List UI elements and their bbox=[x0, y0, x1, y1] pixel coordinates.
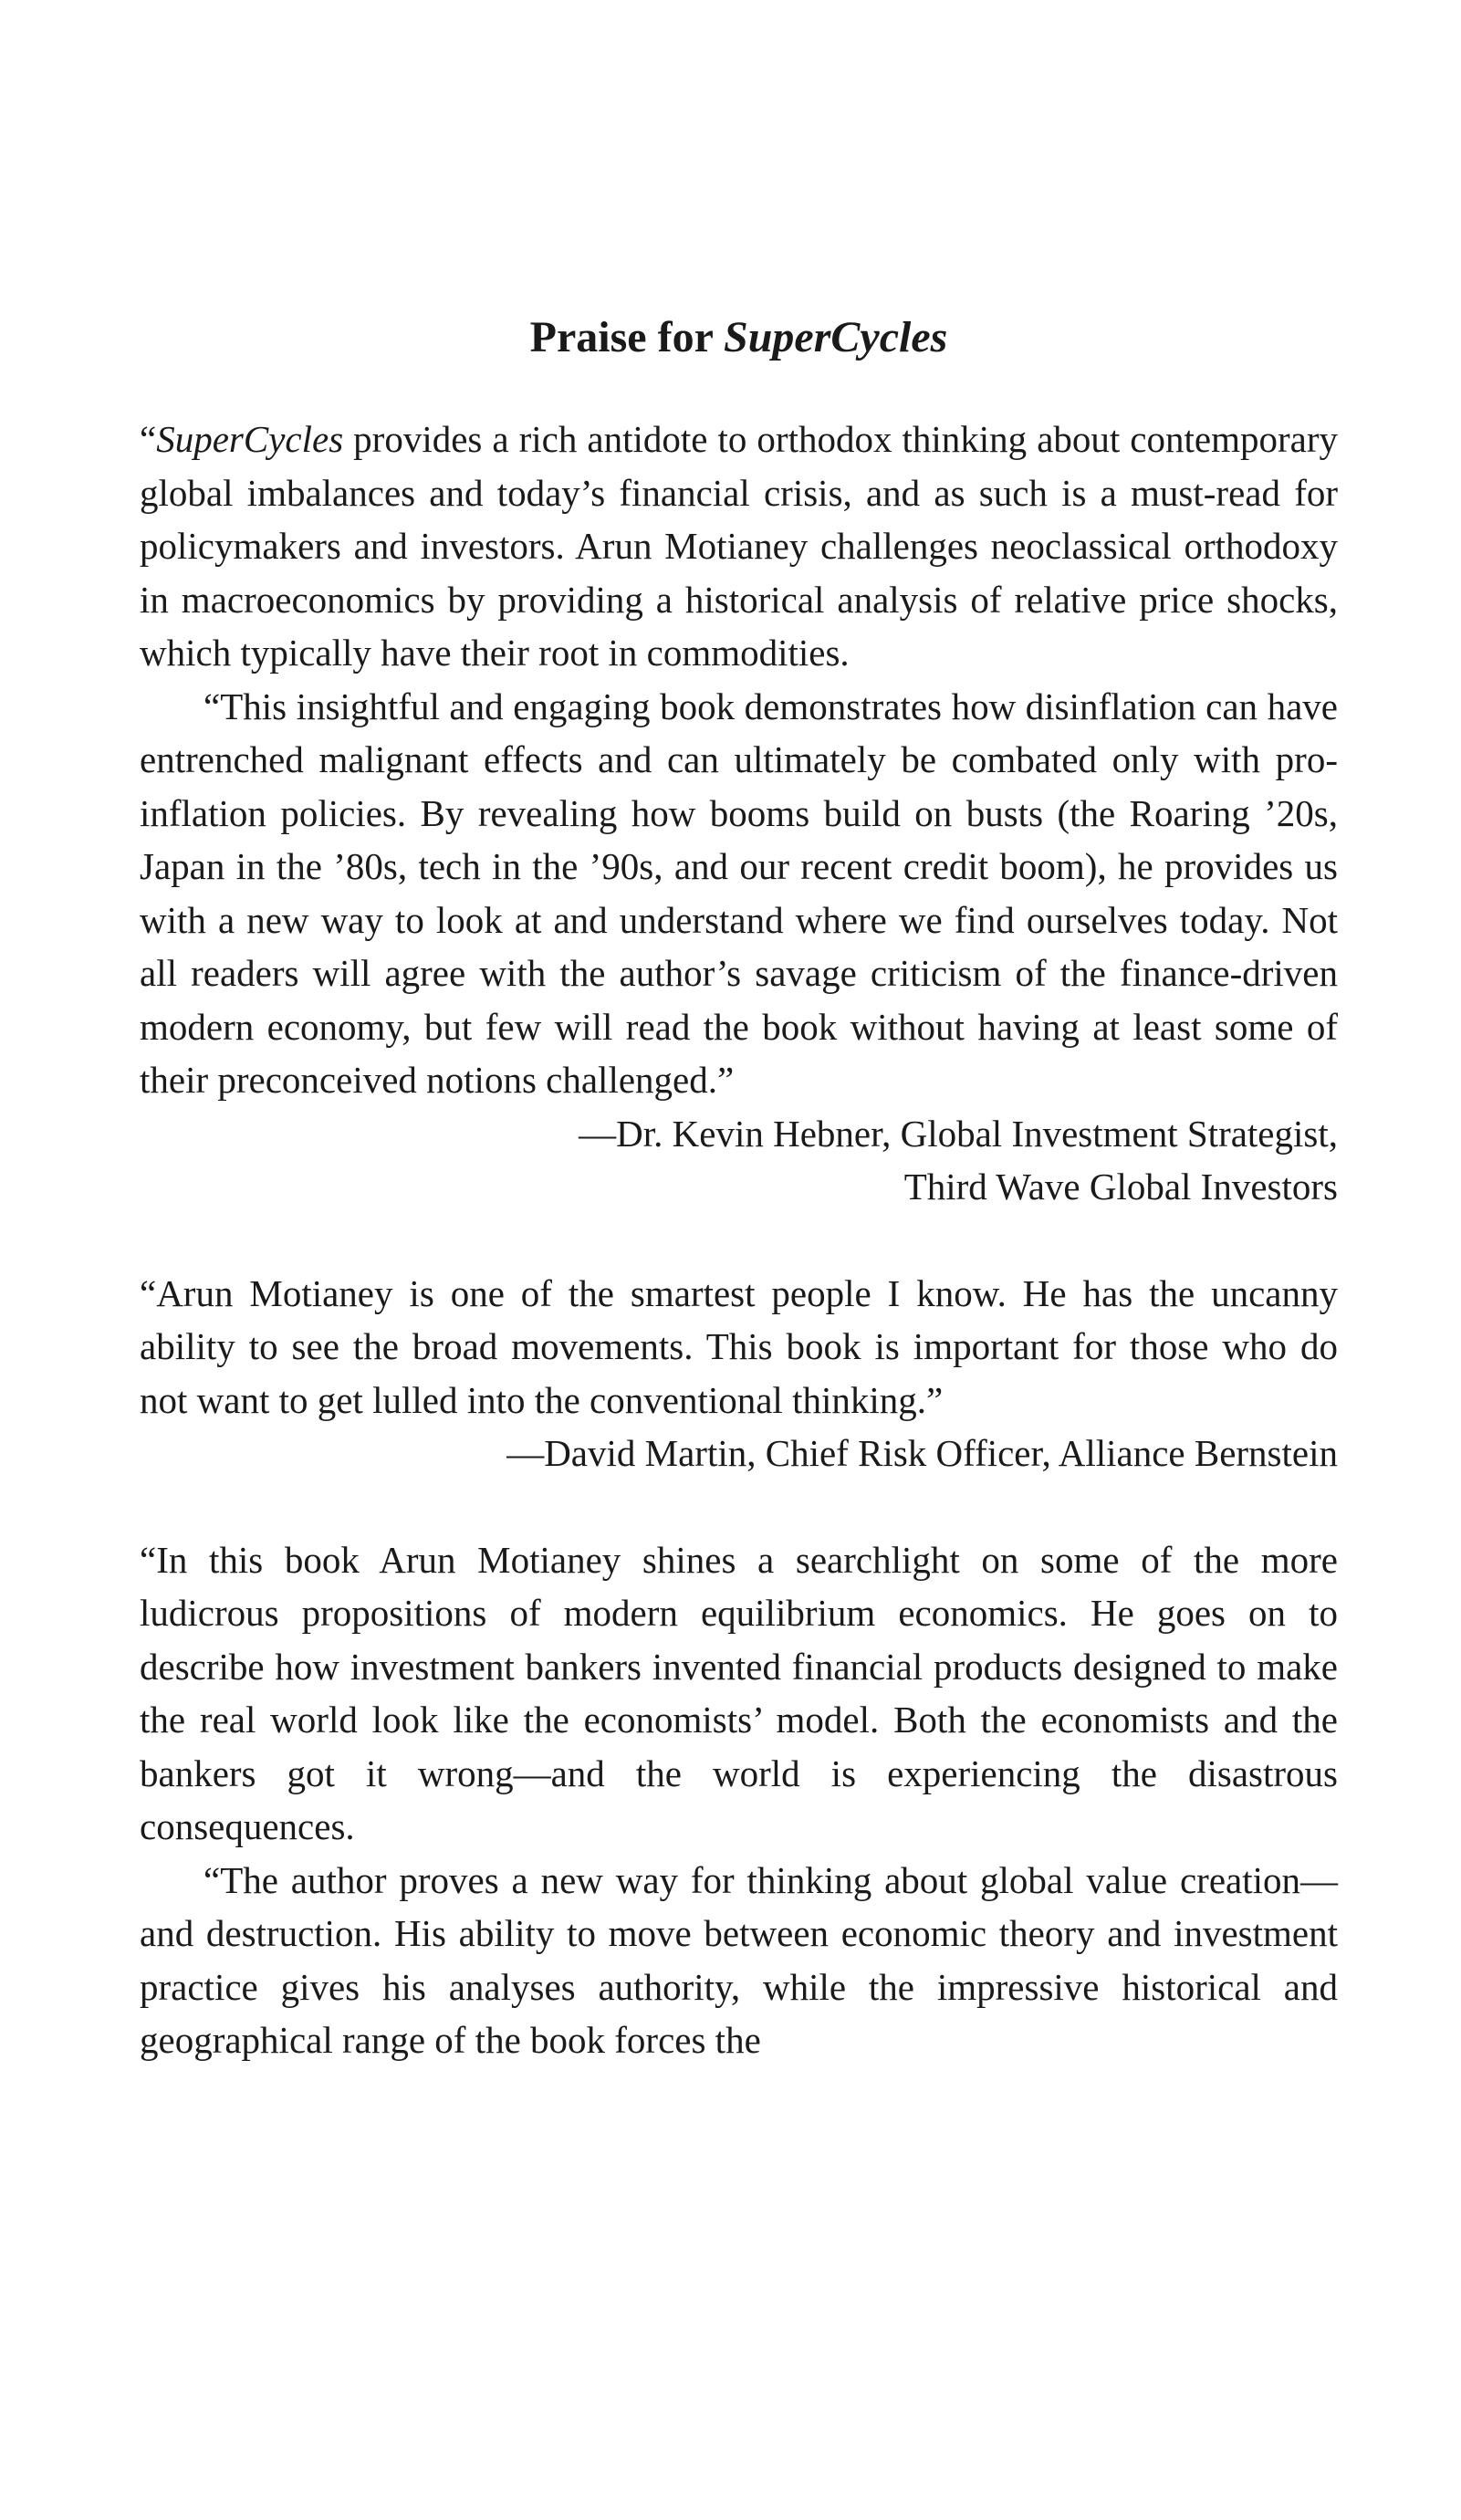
attribution: —Dr. Kevin Hebner, Global Investment Strategist, bbox=[579, 1112, 1338, 1155]
testimonial-third bbox=[140, 1533, 1338, 2067]
title-book-name: SuperCycles bbox=[724, 313, 948, 361]
testimonial-paragraph: “In this book Arun Motianey shines a searchlight on some of the more ludicrous propositions of modern equilibrium economics. He goes on to describe how investment bankers invented financial products designed to make the real world look like the economists’ model. Both the economists and the bankers got it wrong—and the world is experiencing the disastrous consequences. bbox=[140, 1538, 1338, 1847]
testimonial-paragraph: “This insightful and engaging book demonstrates how disinflation can have entrenched malignant effects and can ultimately be combated only with pro-inflation policies. By revealing how booms build on busts (the Roaring ’20s, Japan in the ’80s, tech in the ’90s, and our recent credit boom), he provides us with a new way to look at and understand where we find ourselves today. Not all readers will agree with the author’s savage criticism of the finance-driven modern economy, but few will read the book without having at least some of their preconceived notions challenged.” bbox=[140, 685, 1338, 1101]
testimonial-paragraph: “The author proves a new way for thinking about global value creation—and destruction. His ability to move between economic theory and investment practice gives his analyses authority, while the impressive historical and geographical range of the book forces the bbox=[140, 1858, 1338, 2061]
open-quote: “ bbox=[140, 418, 157, 460]
section-spacer bbox=[140, 1480, 1338, 1533]
paragraph-text: provides a rich antidote to orthodox thinking about contemporary global imbalances and today’s financial crisis, and as such is a must-read for policymakers and investors. Arun Motianey challenges neoclassical orthodoxy in macroeconomics by providing a historical analysis of relative price shocks, which typically have their root in commodities. bbox=[140, 418, 1338, 674]
title-prefix: Praise for bbox=[529, 313, 725, 361]
testimonial-paragraph bbox=[140, 413, 1338, 680]
section-spacer bbox=[140, 1214, 1338, 1267]
attribution: —David Martin, Chief Risk Officer, Alliance Bernstein bbox=[506, 1432, 1338, 1474]
page-title bbox=[140, 310, 1338, 365]
testimonial-hebner bbox=[140, 413, 1338, 1214]
italic-book-name: SuperCycles bbox=[156, 418, 344, 460]
attribution-affiliation: Third Wave Global Investors bbox=[903, 1166, 1338, 1208]
testimonial-martin bbox=[140, 1267, 1338, 1480]
testimonial-paragraph: “Arun Motianey is one of the smartest people I know. He has the uncanny ability to see the broad movements. This book is important for those who do not want to get lulled into the conventional thinking.” bbox=[140, 1271, 1338, 1421]
book-page bbox=[140, 310, 1338, 2067]
